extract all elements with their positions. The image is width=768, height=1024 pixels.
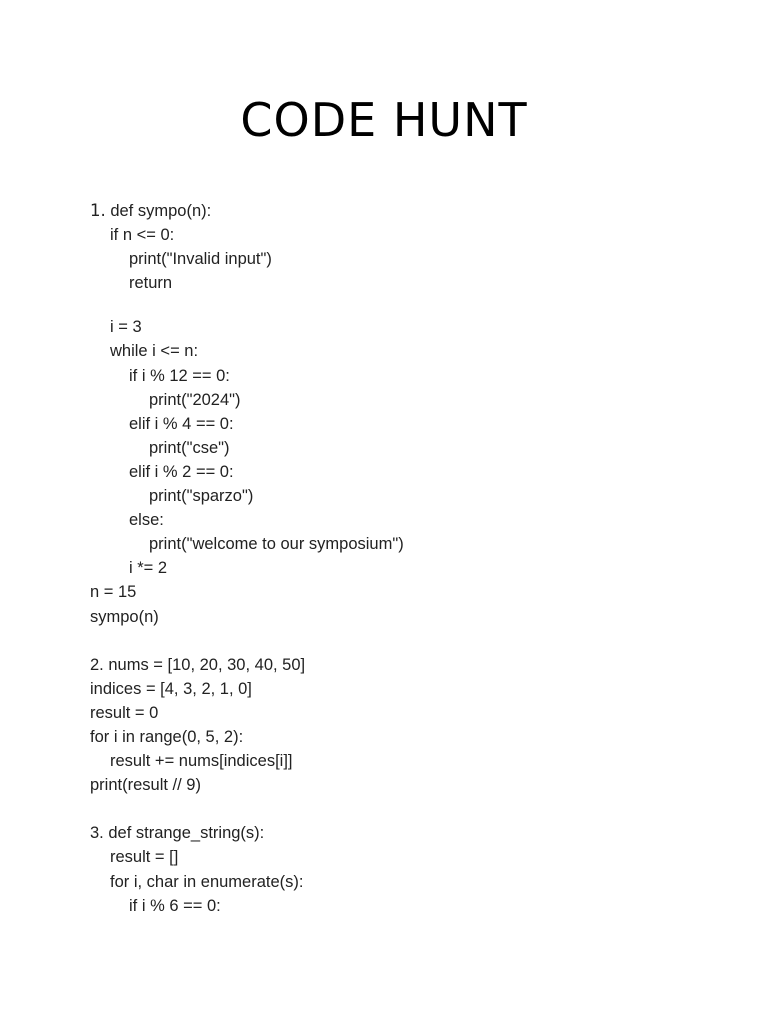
code-line: i *= 2: [129, 559, 168, 578]
code-line: [90, 653, 710, 677]
code-line: if i % 6 == 0:: [129, 896, 221, 915]
code-line: sympo(n): [90, 607, 159, 626]
code-line: for i in range(0, 5, 2):: [90, 727, 244, 746]
code-questions: [90, 199, 710, 918]
code-line: result = []: [110, 848, 179, 867]
code-line: print("Invalid input"): [129, 250, 272, 269]
question-1: [90, 199, 710, 629]
code-line: print(result // 9): [90, 776, 201, 795]
code-line: print("2024"): [149, 390, 241, 409]
code-line: for i, char in enumerate(s):: [110, 872, 304, 891]
question-number: 2.: [90, 655, 104, 674]
code-text: def sympo(n):: [105, 202, 212, 220]
code-line: i = 3: [110, 318, 142, 337]
code-line: return: [129, 274, 173, 293]
code-line: elif i % 4 == 0:: [129, 414, 234, 433]
question-2: [90, 653, 710, 798]
code-line: [90, 199, 710, 223]
code-line: if n <= 0:: [110, 226, 175, 245]
document-title: CODE HUNT: [240, 93, 528, 147]
code-line: else:: [129, 511, 164, 530]
question-number: 3.: [90, 824, 104, 843]
blank-line: [90, 629, 710, 653]
blank-line: [90, 797, 710, 821]
code-line: n = 15: [90, 583, 137, 602]
code-line: if i % 12 == 0:: [129, 366, 230, 385]
code-line: indices = [4, 3, 2, 1, 0]: [90, 679, 252, 698]
code-text: def strange_string(s):: [103, 824, 265, 843]
code-line: result += nums[indices[i]]: [110, 752, 293, 771]
code-line: while i <= n:: [110, 342, 199, 361]
code-line: elif i % 2 == 0:: [129, 462, 234, 481]
code-line: print("sparzo"): [149, 487, 254, 506]
code-line: result = 0: [90, 703, 159, 722]
code-line: [90, 821, 710, 845]
code-line: print("cse"): [149, 438, 230, 457]
question-3: [90, 821, 710, 917]
code-line: print("welcome to our symposium"): [149, 535, 404, 554]
question-number: 1.: [90, 201, 106, 220]
code-text: nums = [10, 20, 30, 40, 50]: [103, 655, 306, 674]
